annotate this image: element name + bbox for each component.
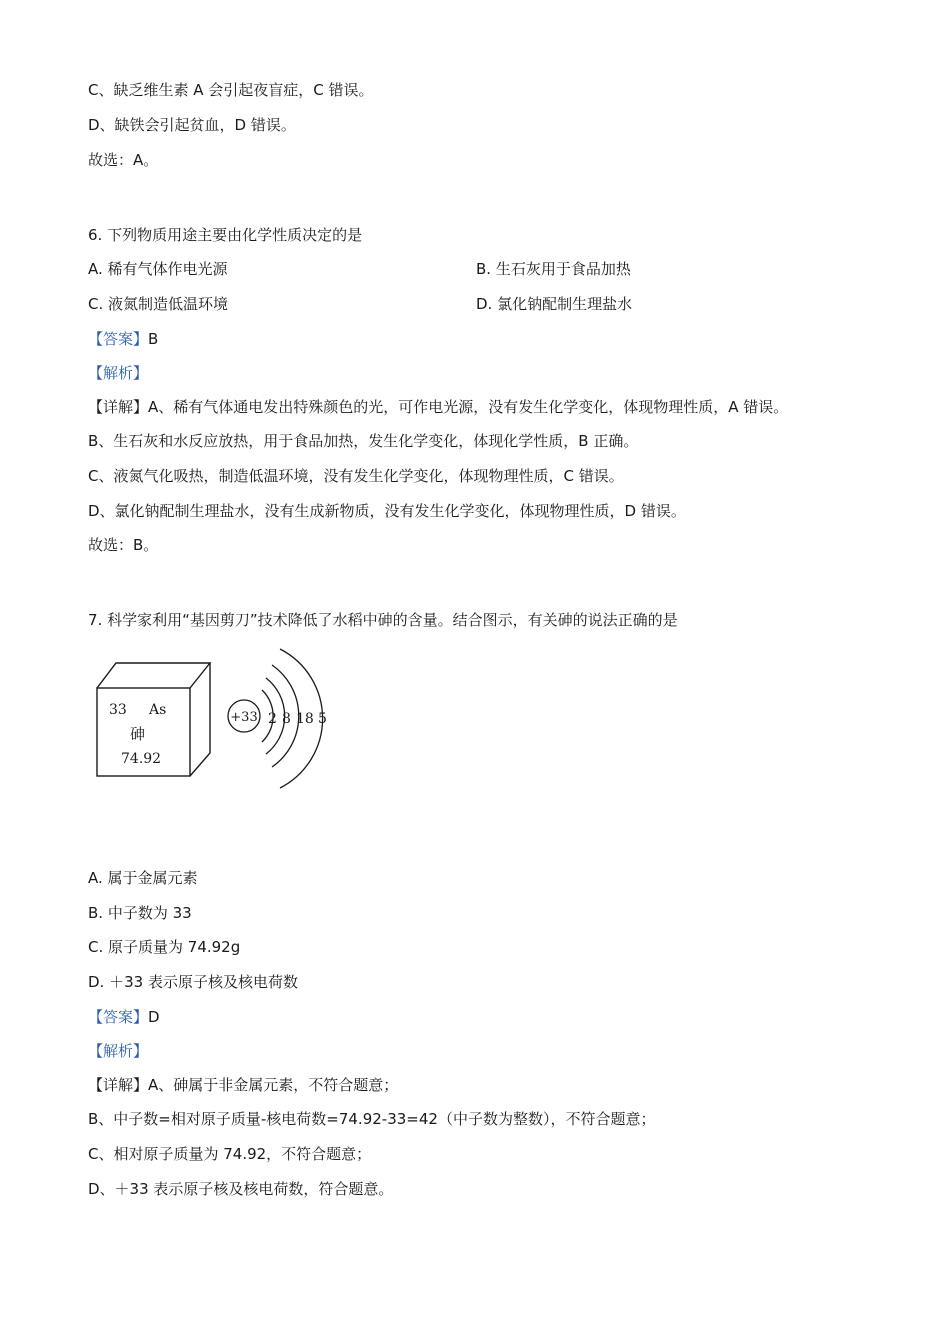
shell-1-electrons: 2	[268, 711, 277, 727]
q6-detail-d: D、氯化钠配制生理盐水，没有生成新物质，没有发生化学变化，体现物理性质，D 错误。	[88, 502, 686, 520]
q5-final-choice: 故选：A。	[88, 151, 159, 169]
q7-option-c: C. 原子质量为 74.92g	[88, 938, 241, 956]
q6-stem: 6. 下列物质用途主要由化学性质决定的是	[88, 226, 363, 244]
q6-answer	[88, 329, 158, 349]
q7-stem: 7. 科学家利用“基因剪刀”技术降低了水稻中砷的含量。结合图示，有关砷的说法正确的是	[88, 611, 678, 629]
atomic-number: 33	[109, 702, 127, 718]
q6-detail-c: C、液氮气化吸热，制造低温环境，没有发生化学变化，体现物理性质，C 错误。	[88, 467, 624, 485]
q7-option-d: D. ＋33 表示原子核及核电荷数	[88, 973, 298, 991]
q7-option-a: A. 属于金属元素	[88, 869, 198, 887]
shell-3-electrons: 18	[296, 711, 314, 727]
q6-option-c: C. 液氮制造低温环境	[88, 295, 229, 313]
q7-detail-a: 【详解】A、砷属于非金属元素，不符合题意；	[88, 1076, 399, 1094]
q7-detail-b: B、中子数=相对原子质量-核电荷数=74.92-33=42（中子数为整数），不符合题意；	[88, 1110, 656, 1128]
arsenic-element-diagram	[92, 644, 342, 794]
q7-answer-tag: 【答案】	[88, 1008, 149, 1026]
shell-2-electrons: 8	[282, 711, 291, 727]
q6-answer-value: B	[148, 330, 159, 348]
q6-detail-a: 【详解】A、稀有气体通电发出特殊颜色的光，可作电光源，没有发生化学变化，体现物理性质，A 错误。	[88, 398, 789, 416]
nucleus-charge: +33	[230, 710, 258, 725]
element-name: 砷	[130, 725, 146, 743]
q6-option-d: D. 氯化钠配制生理盐水	[476, 295, 633, 313]
element-symbol: As	[149, 702, 167, 718]
q7-detail-c: C、相对原子质量为 74.92，不符合题意；	[88, 1145, 372, 1163]
q7-option-b: B. 中子数为 33	[88, 904, 192, 922]
q7-answer	[88, 1007, 160, 1027]
q5-option-c-explanation: C、缺乏维生素 A 会引起夜盲症，C 错误。	[88, 81, 374, 99]
q6-final-choice: 故选：B。	[88, 536, 159, 554]
q6-answer-tag: 【答案】	[88, 330, 149, 348]
shell-4-electrons: 5	[318, 711, 327, 727]
q5-option-d-explanation: D、缺铁会引起贫血，D 错误。	[88, 116, 296, 134]
q7-answer-value: D	[148, 1008, 160, 1026]
atomic-mass: 74.92	[121, 751, 162, 767]
q7-detail-d: D、＋33 表示原子核及核电荷数，符合题意。	[88, 1180, 394, 1198]
q6-option-b: B. 生石灰用于食品加热	[476, 260, 631, 278]
q7-analysis-tag: 【解析】	[88, 1042, 149, 1060]
q6-analysis-tag: 【解析】	[88, 364, 149, 382]
q6-option-a: A. 稀有气体作电光源	[88, 260, 228, 278]
q6-detail-b: B、生石灰和水反应放热，用于食品加热，发生化学变化，体现化学性质，B 正确。	[88, 432, 639, 450]
